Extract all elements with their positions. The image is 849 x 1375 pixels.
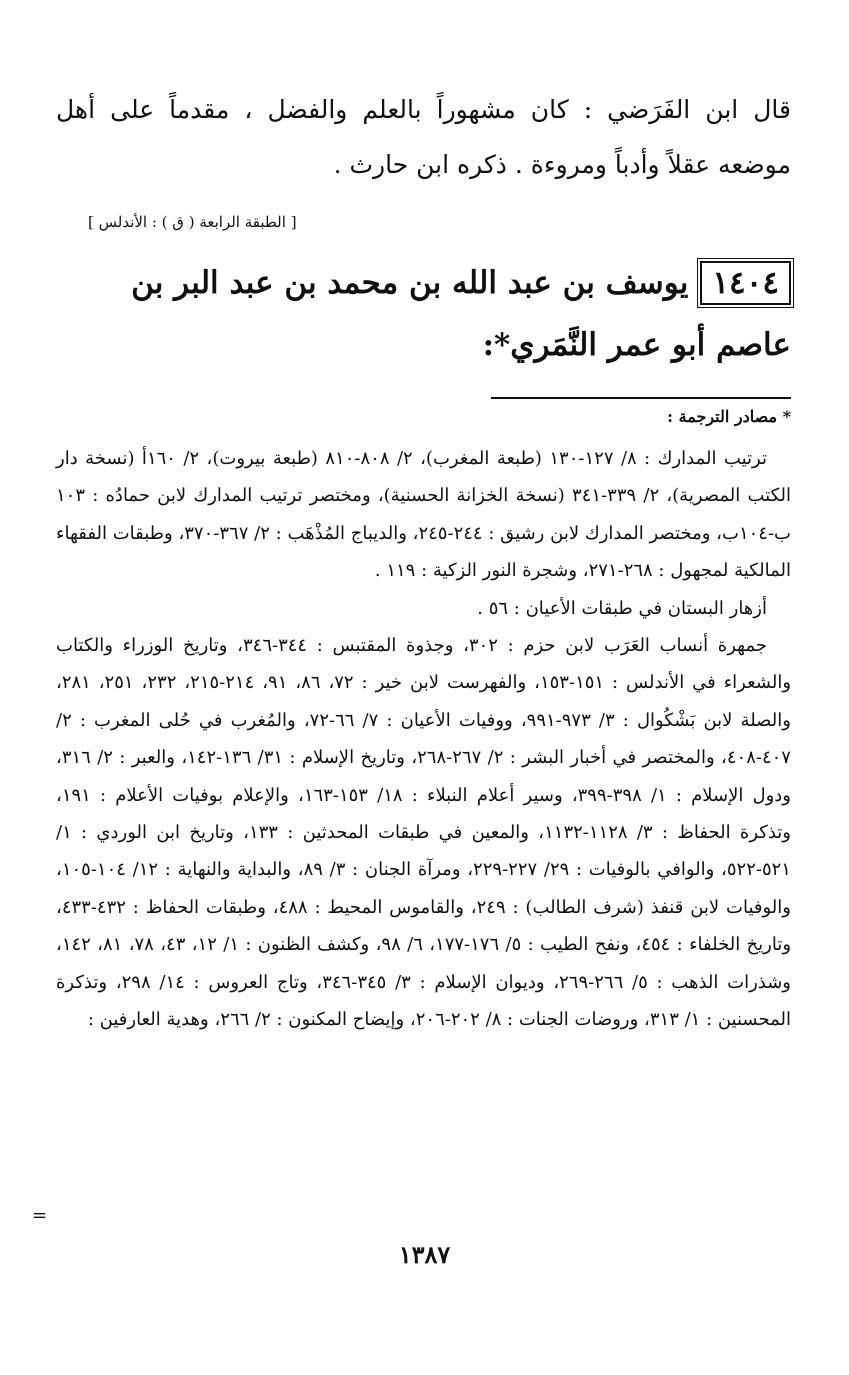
sources-paragraph: جمهرة أنساب العَرَب لابن حزم : ٣٠٢، وجذوة المقتبس : ٣٤٤-٣٤٦، وتاريخ الوزراء والكتاب والشعراء في الأندلس : ١٥١-١٥٣، والفهرست لابن خير : ٧٢، ٨٦، ٩١، ٢١٤-٢١٥، ٢٣٢، ٢٥١، ٢٨١، والصلة لابن بَشْكُوال : ٣/ ٩٧٣-٩٩١، ووفيات الأعيان : ٧/ ٦٦-٧٢، والمُغرب في حُلى المغرب : ٢/ ٤٠٧-٤٠٨، والمختصر في أخبار البشر : ٢/ ٢٦٧-٢٦٨، وتاريخ الإسلام : ٣١/ ١٣٦-١٤٢، والعبر : ٢/ ٣١٦، ودول الإسلام : ١/ ٣٩٨-٣٩٩، وسير أعلام النبلاء : ١٨/ ١٥٣-١٦٣، والإعلام بوفيات الأعلام : ١٩١، وتذكرة الحفاظ : ٣/ ١١٢٨-١١٣٢، والمعين في طبقات المحدثين : ١٣٣، وتاريخ ابن الوردي : ١/ ٥٢١-٥٢٢، والوافي بالوفيات : ٢٩/ ٢٢٧-٢٢٩، ومرآة الجنان : ٣/ ٨٩، والبداية والنهاية : ١٢/ ١٠٤-١٠٥، والوفيات لابن قنفذ (شرف الطالب) : ٢٤٩، والقاموس المحيط : ٤٨٨، وطبقات الحفاظ : ٤٣٢-٤٣٣، وتاريخ الخلفاء : ٤٥٤، ونفح الطيب : ٥/ ١٧٦-١٧٧، ٦/ ٩٨، وكشف الظنون : ١/ ١٢، ٤٣، ٧٨، ٨١، ١٤٢، وشذرات الذهب : ٥/ ٢٦٦-٢٦٩، وديوان الإسلام : ٣/ ٣٤٥-٣٤٦، وتاج العروس : ١٤/ ٢٩٨، وتذكرة المحسنين : ١/ ٣١٣، وروضات الجنات : ٨/ ٢٠٢-٢٠٦، وإيضاح المكنون : ٢/ ٢٦٦، وهدية العارفين :: [56, 635, 792, 1031]
intro-paragraph: [56, 82, 791, 192]
entry-title: يوسف بن عبد الله بن محمد بن عبد البر بن عاصم أبو عمر النَّمَري*:: [131, 265, 791, 363]
continuation-mark: =: [32, 1205, 48, 1226]
sources-heading: * مصادر الترجمة :: [667, 407, 791, 426]
section-label: [ الطبقة الرابعة ( ق ) : الأندلس ]: [88, 213, 297, 231]
page-number: ١٣٨٧: [398, 1240, 451, 1269]
entry-heading: [56, 252, 791, 376]
sources-paragraph: أزهار البستان في طبقات الأعيان : ٥٦ .: [477, 597, 767, 619]
footnote-divider: [491, 397, 791, 399]
entry-number-box: ١٤٠٤: [700, 261, 791, 305]
intro-text: قال ابن الفَرَضي : كان مشهوراً بالعلم والفضل ، مقدماً على أهل موضعه عقلاً وأدباً ومروءة . ذكره ابن حارث .: [56, 95, 791, 179]
sources-footnote: [56, 440, 791, 1039]
sources-paragraph: ترتيب المدارك : ٨/ ١٢٧-١٣٠ (طبعة المغرب)، ٢/ ٨٠٨-٨١٠ (طبعة بيروت)، ٢/ ١٦٠أ (نسخة دار الكتب المصرية)، ٢/ ٣٣٩-٣٤١ (نسخة الخزانة الحسنية)، ومختصر ترتيب المدارك لابن حمادُه : ١٠٣ ب-١٠٤ب، ومختصر المدارك لابن رشيق : ٢٤٤-٢٤٥، والديباج المُذْهَب : ٢/ ٣٦٧-٣٧٠، وطبقات الفقهاء المالكية لمجهول : ٢٦٨-٢٧١، وشجرة النور الزكية : ١١٩ .: [56, 448, 792, 582]
